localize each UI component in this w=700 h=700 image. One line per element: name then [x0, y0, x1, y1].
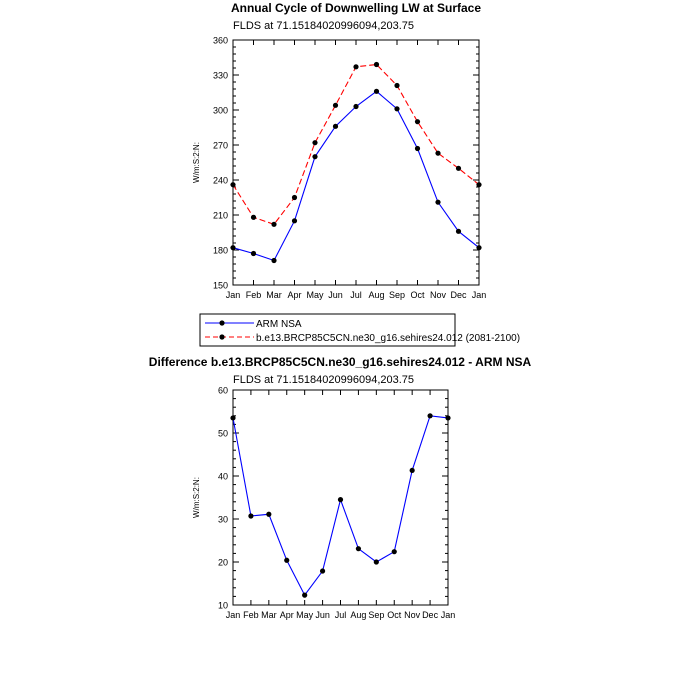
chart2-ytick-label: 20 [217, 557, 228, 568]
chart1-series-1-point [230, 182, 235, 187]
chart1-series-0-point [435, 200, 440, 205]
chart1-ytick-label: 180 [212, 245, 228, 256]
chart1-series-0-point [230, 245, 235, 250]
chart1-frame [233, 40, 479, 285]
chart1-series-1-point [292, 195, 297, 200]
legend-marker-model [219, 334, 224, 339]
chart1-ytick-label: 210 [212, 210, 228, 221]
chart2-series-0-point [230, 415, 235, 420]
chart2-series-0-point [392, 549, 397, 554]
chart1-xtick-label: Aug [368, 290, 385, 300]
chart2-series-0-point [302, 593, 307, 598]
chart1-ytick-label: 240 [212, 175, 228, 186]
chart1-ytick-label: 360 [212, 35, 228, 46]
chart2-subtitle: FLDS at 71.15184020996094,203.75 [233, 374, 415, 386]
chart1-xtick-label: Oct [410, 290, 425, 300]
chart2-xtick-label: Feb [243, 610, 259, 620]
chart1-series-0-point [333, 124, 338, 129]
chart2-xtick-label: Jun [315, 610, 330, 620]
chart2-xtick-label: Jul [334, 610, 347, 620]
chart2-series-0-point [356, 546, 361, 551]
chart2-series-0-point [266, 512, 271, 517]
chart1-title: Annual Cycle of Downwelling LW at Surface [230, 1, 482, 15]
chart1-series-1-point [415, 119, 420, 124]
chart2-series-0-point [248, 513, 253, 518]
chart2-series-0-point [320, 568, 325, 573]
chart1-legend [200, 314, 520, 346]
chart1-series-1-line [233, 65, 479, 225]
chart1-ytick-label: 300 [212, 105, 228, 116]
chart2-ytick-label: 50 [217, 428, 228, 439]
chart1-series-0-point [312, 154, 317, 159]
chart1-series-0-point [251, 251, 256, 256]
chart1-series-1-point [353, 64, 358, 69]
chart1-series-0-point [271, 258, 276, 263]
chart2-xtick-label: Jan [440, 610, 456, 620]
chart1-series-1-point [271, 222, 276, 227]
chart1-series-1-point [456, 166, 461, 171]
chart1-series-0-line [233, 91, 479, 260]
chart1-ylabel: W/m:S:2:N: [192, 142, 201, 183]
chart1-xtick-label: Jul [350, 290, 362, 300]
chart2-ytick-label: 10 [217, 600, 228, 611]
chart1-xtick-label: Dec [450, 290, 467, 300]
chart2-ytick-label: 40 [217, 471, 228, 482]
chart1-xtick-label: Nov [429, 290, 447, 300]
chart2-ytick-label: 30 [217, 514, 228, 525]
chart2-xtick-label: Nov [404, 610, 421, 620]
chart1-xtick-label: Jun [328, 290, 343, 300]
chart2-series-0-point [445, 415, 450, 420]
chart1-series-1-point [312, 140, 317, 145]
chart1-series-0-point [353, 104, 358, 109]
chart2-series-0-point [284, 558, 289, 563]
chart2-xtick-label: Oct [387, 610, 402, 620]
legend-label-model: b.e13.BRCP85C5CN.ne30_g16.sehires24.012 (2081-2100) [256, 333, 521, 344]
chart1-series-0-point [374, 89, 379, 94]
chart1-xtick-label: Jan [225, 290, 241, 300]
chart2-xtick-label: Jan [225, 610, 241, 620]
chart1-subtitle: FLDS at 71.15184020996094,203.75 [233, 20, 415, 32]
chart1-plot [192, 36, 486, 301]
chart1-xtick-label: Mar [266, 290, 282, 300]
legend-marker-arm-nsa [219, 320, 224, 325]
chart1-series-1-point [333, 103, 338, 108]
chart1-series-1-point [251, 215, 256, 220]
chart1-xtick-label: Sep [388, 290, 406, 300]
chart1-ytick-label: 150 [212, 280, 228, 291]
chart1-ytick-label: 330 [212, 70, 228, 81]
chart1-series-1-point [394, 83, 399, 88]
chart1-series-0-point [394, 106, 399, 111]
chart2-xtick-label: May [296, 610, 314, 620]
chart2-series-0-line [233, 416, 448, 595]
chart1-series-1-point [476, 182, 481, 187]
chart2-xtick-label: Sep [368, 610, 385, 620]
chart1-series-0-point [292, 218, 297, 223]
chart2-series-0-point [374, 559, 379, 564]
chart2-ytick-label: 60 [217, 385, 228, 396]
chart2-plot [192, 386, 455, 621]
chart1-series-1-point [435, 151, 440, 156]
chart2-xtick-label: Aug [350, 610, 367, 620]
chart2-title: Difference b.e13.BRCP85C5CN.ne30_g16.sehires24.012 - ARM NSA [148, 355, 532, 369]
chart1-xtick-label: Feb [245, 290, 262, 300]
chart2-xtick-label: Apr [279, 610, 294, 620]
chart2-series-0-point [338, 497, 343, 502]
chart1-ytick-label: 270 [212, 140, 228, 151]
chart2-series-0-point [427, 413, 432, 418]
chart1-series-1-point [374, 62, 379, 67]
chart2-xtick-label: Dec [422, 610, 439, 620]
chart1-xtick-label: Apr [287, 290, 302, 300]
chart1-xtick-label: Jan [471, 290, 487, 300]
chart1-series-0-point [415, 146, 420, 151]
chart2-series-0-point [410, 468, 415, 473]
chart1-series-0-point [476, 245, 481, 250]
chart2-ylabel: W/m:S:2:N: [192, 477, 201, 518]
chart2-xtick-label: Mar [261, 610, 277, 620]
chart1-xtick-label: May [306, 290, 324, 300]
legend-label-arm-nsa: ARM NSA [256, 319, 302, 330]
chart1-series-0-point [456, 229, 461, 234]
